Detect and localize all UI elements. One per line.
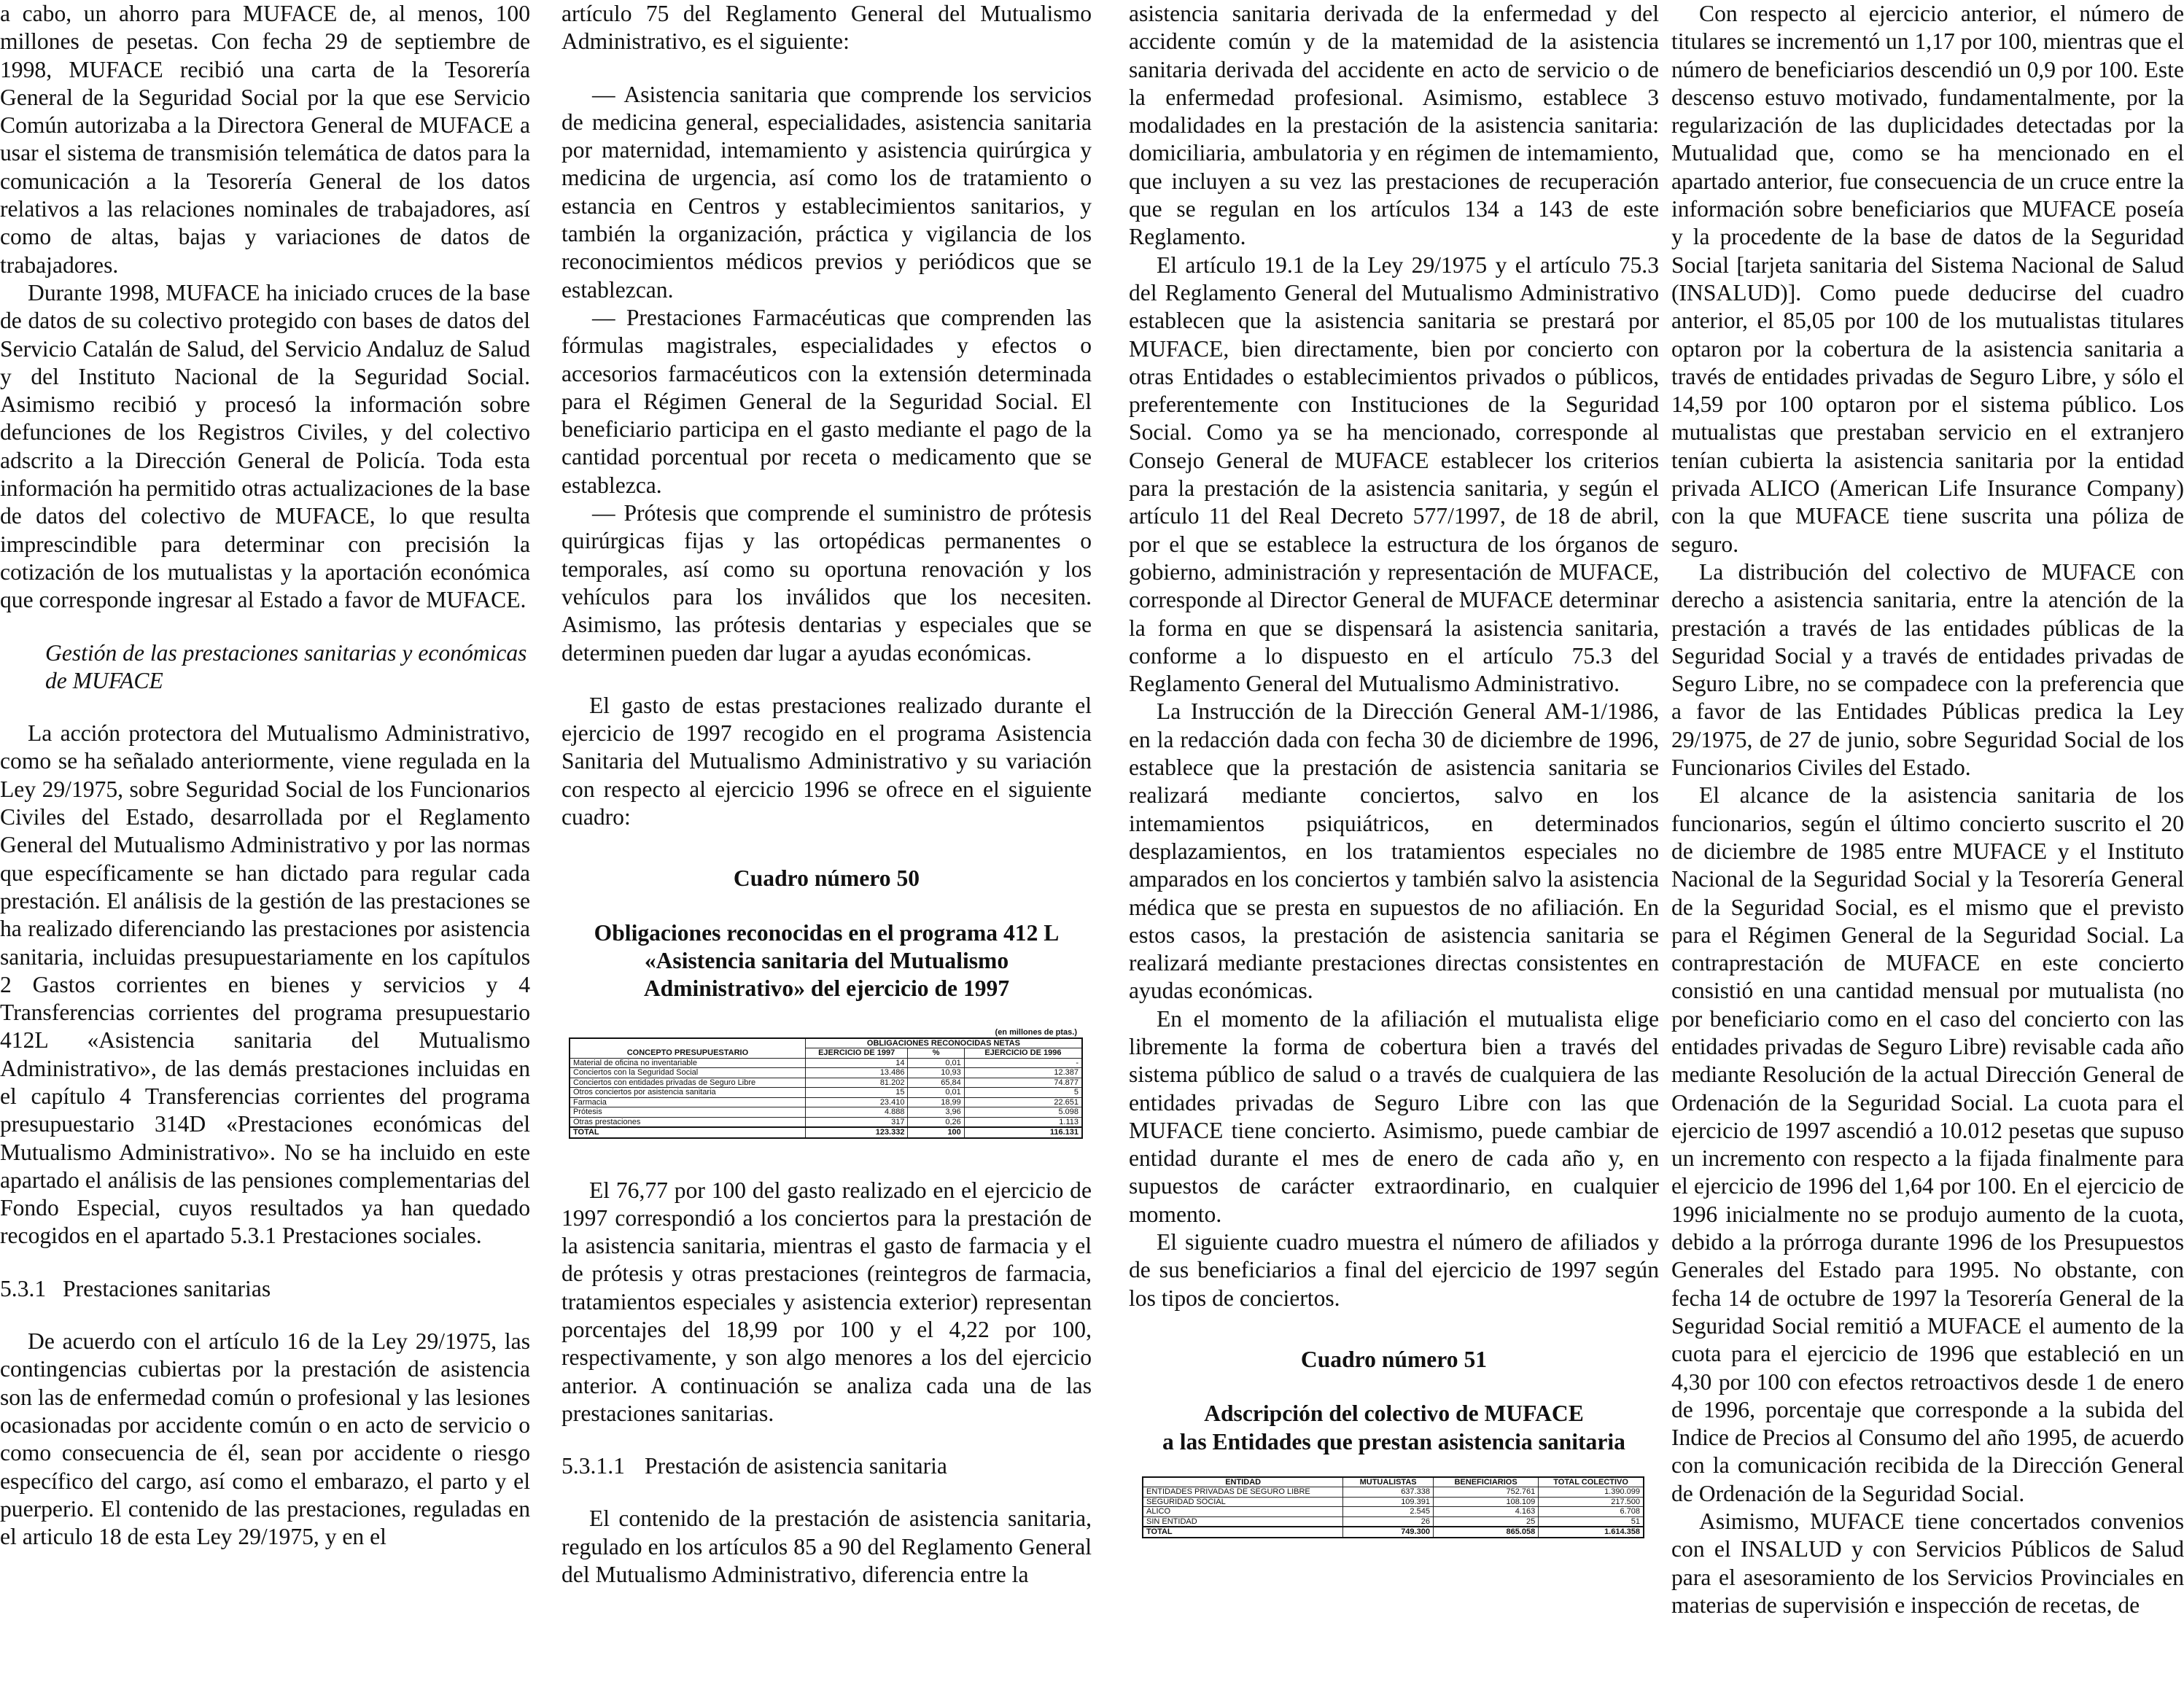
cell: 26	[1343, 1516, 1434, 1527]
table-row	[1143, 1507, 1644, 1517]
table-header: MUTUALISTAS	[1343, 1477, 1434, 1487]
section-heading-5-3-1	[0, 1275, 530, 1303]
cell: 5.098	[964, 1107, 1082, 1118]
cell: 109.391	[1343, 1497, 1434, 1507]
cell: Otros conciertos por asistencia sanitaria	[570, 1088, 805, 1098]
list-item: — Asistencia sanitaria que comprende los servicios de medicina general, especialidades, asistencia sanitaria por maternidad, intemamiento y asistencia quirúrgica y medicina de urgencia, así como los de tratamiento o estancia en Centros y establecimientos sanitarios, y también la organización, práctica y vigilancia de los reconocimientos médicos previos y periódicos que se establezcan.	[561, 81, 1092, 303]
cell: 317	[805, 1117, 908, 1127]
cell: 749.300	[1343, 1527, 1434, 1538]
table-row	[570, 1078, 1082, 1088]
paragraph: La acción protectora del Mutualismo Administrativo, como se ha señalado anteriormente, viene regulada en la Ley 29/1975, sobre Seguridad Social de los Funcionarios Civiles del Estado, desarrollada por el Reglamento General del Mutualismo Administrativo y por las normas que específicamente se han dictado para regular cada prestación. El análisis de la gestión de las prestaciones se ha realizado diferenciando las prestaciones por asistencia sanitaria, incluidas presupuestariamente en los capítulos 2 Gastos corrientes en bienes y servicios y 4 Transferencias corrientes del programa presupuestario 412L «Asistencia sanitaria del Mutualismo Administrativo», de las demás prestaciones incluidas en el capítulo 4 Transferencias corrientes del programa presupuestario 314D «Prestaciones económicas del Mutualismo Administrativo». No se ha incluido en este apartado el análisis de las pensiones complementarias del Fondo Especial, cuyos resultados ya han quedado recogidos en el apartado 5.3.1 Prestaciones sociales.	[0, 720, 530, 1249]
cell: SEGURIDAD SOCIAL	[1143, 1497, 1343, 1507]
paragraph: La distribución del colectivo de MUFACE con derecho a asistencia sanitaria, entre la atención de la prestación a través de las entidades públicas de la Seguridad Social y a través de entidades privadas de Seguro Libre, no se compadece con la preferencia que a favor de las Entidades Públicas predica la Ley 29/1975, de 27 de junio, sobre Seguridad Social de los Funcionarios Civiles del Estado.	[1671, 558, 2184, 781]
section-heading-5-3-1-1	[561, 1452, 1092, 1480]
section-number	[0, 639, 45, 667]
section-title: Prestaciones sanitarias	[63, 1275, 271, 1301]
cell: 6.708	[1539, 1507, 1644, 1517]
cell: 4.163	[1433, 1507, 1538, 1517]
list-item: — Prótesis que comprende el suministro de prótesis quirúrgicas fijas y las ortopédicas permanentes o temporales, así como su oportuna renovación y los vehículos para los inválidos que los necesiten. Asimismo, las prótesis dentarias y especiales que se determinen pueden dar lugar a ayudas económicas.	[561, 500, 1092, 666]
table-header: EJERCICIO DE 1996	[964, 1048, 1082, 1059]
paragraph: artículo 75 del Reglamento General del Mutualismo Administrativo, es el siguiente:	[561, 1, 1092, 55]
table-header: CONCEPTO PRESUPUESTARIO	[570, 1038, 805, 1059]
cell: 14	[805, 1058, 908, 1068]
table-row	[1143, 1497, 1644, 1507]
paragraph: La Instrucción de la Dirección General AM-1/1986, en la redacción dada con fecha 30 de diciembre de 1996, establece que la prestación de asistencia sanitaria se realizará mediante conciertos, salvo en los intemamientos psiquiátricos, en determinados desplazamientos, en los tratamientos especiales no amparados en los conciertos y también salvo la asistencia médica que se presta en supuestos de no afiliación. En estos casos, la prestación de asistencia sanitaria se realizará mediante prestaciones directas consistentes en ayudas económicas.	[1129, 698, 1659, 1004]
cell: 0,01	[908, 1058, 964, 1068]
table-header: EJERCICIO DE 1997	[805, 1048, 908, 1059]
table-51-wrapper	[1129, 1476, 1659, 1538]
paragraph: El artículo 19.1 de la Ley 29/1975 y el artículo 75.3 del Reglamento General del Mutualismo Administrativo establecen que la asistencia sanitaria se prestará por MUFACE, bien directamente, bien por concierto con otras Entidades o establecimientos privados o públicos, preferentemente con Instituciones de la Seguridad Social. Como ya se ha mencionado, corresponde al Consejo General de MUFACE establecer los criterios para la prestación de la asistencia sanitaria, y según el artículo 11 del Real Decreto 577/1997, de 18 de abril, por el que se establece la estructura de los órganos de gobierno, administración y representación de MUFACE, corresponde al Director General de MUFACE determinar la forma en que se dispensará la asistencia sanitaria, conforme a lo dispuesto en el artículo 75.3 del Reglamento General del Mutualismo Administrativo.	[1129, 252, 1659, 697]
cell: 1.390.099	[1539, 1487, 1644, 1498]
cell: 0,26	[908, 1117, 964, 1127]
cell: 51	[1539, 1516, 1644, 1527]
cell: 1.113	[964, 1117, 1082, 1127]
cell: 865.058	[1433, 1527, 1538, 1538]
cell: 0,01	[908, 1088, 964, 1098]
cell: 81.202	[805, 1078, 908, 1088]
cell: 4.888	[805, 1107, 908, 1118]
cell: SIN ENTIDAD	[1143, 1516, 1343, 1527]
table-row	[570, 1068, 1082, 1078]
paragraph: De acuerdo con el artículo 16 de la Ley 29/1975, las contingencias cubiertas por la prestación de asistencia son las de enfermedad común o profesional y las lesiones ocasionadas por accidente común o en acto de servicio o como consecuencia de él, sean por accidente o riesgo específico del cargo, así como el embarazo, el parto y el puerperio. El contenido de las prestaciones, reguladas en el articulo 18 de esta Ley 29/1975, y en el	[0, 1328, 530, 1550]
table-title	[1129, 1400, 1659, 1456]
table-header-group: OBLIGACIONES RECONOCIDAS NETAS	[805, 1038, 1082, 1048]
table-number: Cuadro número 50	[733, 865, 920, 892]
cell: 74.877	[964, 1078, 1082, 1088]
table-title-line: Adscripción del colectivo de MUFACE	[1204, 1401, 1584, 1427]
cell: Prótesis	[570, 1107, 805, 1118]
table-row	[570, 1058, 1082, 1068]
table-50	[569, 1037, 1083, 1139]
paragraph: El contenido de la prestación de asistencia sanitaria, regulado en los artículos 85 a 90 del Reglamento General del Mutualismo Administrativo, diferencia entre la	[561, 1506, 1092, 1588]
cell: Conciertos con la Seguridad Social	[570, 1068, 805, 1078]
cell: 12.387	[964, 1068, 1082, 1078]
cell: 108.109	[1433, 1497, 1538, 1507]
cell: 22.651	[964, 1097, 1082, 1107]
cell: 18,99	[908, 1097, 964, 1107]
list-item: — Prestaciones Farmacéuticas que comprenden las fórmulas magistrales, especialidades y efectos o accesorios farmacéuticos con la extensión determinada para el Régimen General de la Seguridad Social. El beneficiario participa en el gasto mediante el pago de la cantidad porcentual por receta o medicamento que se establezca.	[561, 304, 1092, 498]
paragraph: El alcance de la asistencia sanitaria de los funcionarios, según el último concierto suscrito el 20 de diciembre de 1985 entre MUFACE y el Instituto Nacional de la Seguridad Social y la Tesorería General de la Seguridad Social, es el mismo que el previsto para el Régimen General de la Seguridad Social. La contraprestación de MUFACE en este concierto consistió en una cantidad mensual por mutualista (no por beneficiario como en el caso del concierto con las entidades privadas de Seguro Libre) revisable cada año mediante Resolución de la actual Dirección General de Ordenación de la Seguridad Social. La cuota para el ejercicio de 1997 ascendió a 10.012 pesetas que supuso un incremento con respecto a la fijada finalmente para el ejercicio de 1996 del 1,64 por 100. En el ejercicio de 1996 inicialmente no se produjo aumento de la cuota, debido a la prórroga durante 1996 de los Presupuestos Generales del Estado para 1995. No obstante, con fecha 14 de octubre de 1997 la Tesorería General de la Seguridad Social remitió a MUFACE el aumento de la cuota para el ejercicio de 1996 que estableció en un 4,30 por 100 con efectos retroactivos desde 1 de enero de 1996, porcentaje que corresponde a la subida del Indice de Precios al Consumo del año 1995, de acuerdo con la comunicación recibida de la Dirección General de Ordenación de la Seguridad Social.	[1671, 782, 2184, 1506]
cell: 15	[805, 1088, 908, 1098]
cell: 123.332	[805, 1127, 908, 1138]
section-number: 5.3.1.1	[561, 1453, 625, 1479]
cell: Farmacia	[570, 1097, 805, 1107]
table-row	[1143, 1516, 1644, 1527]
cell: ENTIDADES PRIVADAS DE SEGURO LIBRE	[1143, 1487, 1343, 1498]
cell: 13.486	[805, 1068, 908, 1078]
cell: 752.761	[1433, 1487, 1538, 1498]
cell: 1.614.358	[1539, 1527, 1644, 1538]
column-1	[0, 0, 530, 1690]
section-heading-5-3	[0, 639, 530, 696]
section-title: Prestación de asistencia sanitaria	[645, 1453, 947, 1479]
cell: Otras prestaciones	[570, 1117, 805, 1127]
cell: ALICO	[1143, 1507, 1343, 1517]
table-title-line: a las Entidades que prestan asistencia sanitaria	[1162, 1428, 1625, 1455]
paragraph: El gasto de estas prestaciones realizado durante el ejercicio de 1997 recogido en el programa Asistencia Sanitaria del Mutualismo Administrativo y su variación con respecto al ejercicio 1996 se ofrece en el siguiente cuadro:	[561, 692, 1092, 830]
table-title: Obligaciones reconocidas en el programa 412 L «Asistencia sanitaria del Mutualismo Administrativo» del ejercicio de 1997	[594, 919, 1060, 1002]
cell: Material de oficina no inventariable	[570, 1058, 805, 1068]
table-header: ENTIDAD	[1143, 1477, 1343, 1487]
cell: TOTAL	[1143, 1527, 1343, 1538]
cell: 116.131	[964, 1127, 1082, 1138]
cell: 217.500	[1539, 1497, 1644, 1507]
section-number: 5.3.1	[0, 1275, 47, 1301]
cell: 65,84	[908, 1078, 964, 1088]
table-total-row	[570, 1127, 1082, 1138]
paragraph: Durante 1998, MUFACE ha iniciado cruces de la base de datos de su colectivo protegido con bases de datos del Servicio Catalán de Salud, del Servicio Andaluz de Salud y del Instituto Nacional de la Seguridad Social. Asimismo recibió y procesó la información sobre defunciones de los Registros Civiles, y del colectivo adscrito a la Dirección General de Policía. Toda esta información ha permitido otras actualizaciones de la base de datos del colectivo de MUFACE, lo que resulta imprescindible para determinar con precisión la cotización de los mutualistas y la aportación económica que corresponde ingresar al Estado a favor de MUFACE.	[0, 279, 530, 613]
table-row	[570, 1088, 1082, 1098]
paragraph: El 76,77 por 100 del gasto realizado en el ejercicio de 1997 correspondió a los conciertos para la prestación de la asistencia sanitaria, mientras el gasto de farmacia y el de prótesis y otras prestaciones (reintegros de farmacia, tratamientos especiales y asistencia exterior) representan porcentajes del 18,99 por 100 y el 4,22 por 100, respectivamente, y son algo menores a los del ejercicio anterior. A continuación se analiza cada una de las prestaciones sanitarias.	[561, 1177, 1092, 1426]
table-row	[570, 1117, 1082, 1127]
table-units: (en millones de ptas.)	[995, 1027, 1077, 1037]
paragraph: asistencia sanitaria derivada de la enfermedad y del accidente común y de la matemidad de la asistencia sanitaria derivada del accidente en acto de servicio o de la enfermedad profesional. Asimismo, establece 3 modalidades en la prestación de la asistencia sanitaria: domiciliaria, ambulatoria y en régimen de intemamiento, que incluyen a su vez las prestaciones de recuperación que se regulan en los artículos 134 a 143 de este Reglamento.	[1129, 1, 1659, 250]
table-row	[570, 1097, 1082, 1107]
cell: -	[964, 1058, 1082, 1068]
paragraph: En el momento de la afiliación el mutualista elige libremente la forma de cobertura bien a través del sistema público de salud o a través de cualquiera de las entidades privadas de Seguro Libre con las que MUFACE tiene concierto. Asimismo, puede cambiar de entidad durante el mes de enero de cada año y, en supuestos de carácter extraordinario, en cualquier momento.	[1129, 1005, 1659, 1227]
cell: TOTAL	[570, 1127, 805, 1138]
table-header: TOTAL COLECTIVO	[1539, 1477, 1644, 1487]
section-title: Gestión de las prestaciones sanitarias y económicas de MUFACE	[45, 639, 527, 693]
table-50-wrapper	[561, 1028, 1092, 1139]
table-51	[1142, 1476, 1644, 1538]
paragraph: a cabo, un ahorro para MUFACE de, al menos, 100 millones de pesetas. Con fecha 29 de septiembre de 1998, MUFACE recibió una carta de la Tesorería General de la Seguridad Social por la que ese Servicio Común autorizaba a la Directora General de MUFACE a usar el sistema de transmisión telemática de datos para la comunicación a la Tesorería General de los datos relativos a las relaciones nominales de trabajadores, así como de altas, bajas y variaciones de datos de trabajadores.	[0, 1, 530, 278]
paragraph: El siguiente cuadro muestra el número de afiliados y de sus beneficiarios a final del ejercicio de 1997 según los tipos de conciertos.	[1129, 1229, 1659, 1311]
cell: 2.545	[1343, 1507, 1434, 1517]
cell: 5	[964, 1088, 1082, 1098]
paragraph: Con respecto al ejercicio anterior, el número de titulares se incrementó un 1,17 por 100, mientras que el número de beneficiarios descendió un 0,9 por 100. Este descenso estuvo motivado, fundamentalmente, por la regularización de las duplicidades detectadas por la Mutualidad que, como se ha mencionado en el apartado anterior, fue consecuencia de un cruce entre la información sobre beneficiarios que MUFACE poseía y la procedente de la base de datos de la Seguridad Social [tarjeta sanitaria del Sistema Nacional de Salud (INSALUD)]. Como puede deducirse del cuadro anterior, el 85,05 por 100 de los mutualistas titulares optaron por la cobertura de la asistencia sanitaria a través de entidades privadas de Seguro Libre, y sólo el 14,59 por 100 optaron por el sistema público. Los mutualistas que prestaban servicio en el extranjero tenían cubierta la asistencia sanitaria por la entidad privada ALICO (American Life Insurance Company) con la que MUFACE tiene suscrita una póliza de seguro.	[1671, 1, 2184, 557]
column-2	[561, 0, 1092, 1690]
cell: 100	[908, 1127, 964, 1138]
table-header: BENEFICIARIOS	[1433, 1477, 1538, 1487]
table-number: Cuadro número 51	[1300, 1346, 1488, 1372]
cell: 3,96	[908, 1107, 964, 1118]
cell: 23.410	[805, 1097, 908, 1107]
paragraph: Asimismo, MUFACE tiene concertados convenios con el INSALUD y con Servicios Públicos de Salud para el asesoramiento de los Servicios Provinciales en materias de supervisión e inspección de recetas, de	[1671, 1508, 2184, 1618]
cell: 637.338	[1343, 1487, 1434, 1498]
table-row	[1143, 1487, 1644, 1498]
cell: Conciertos con entidades privadas de Seguro Libre	[570, 1078, 805, 1088]
column-3	[1129, 0, 1659, 1690]
table-header: %	[908, 1048, 964, 1059]
table-row	[570, 1107, 1082, 1118]
column-4	[1671, 0, 2184, 1690]
cell: 10,93	[908, 1068, 964, 1078]
table-total-row	[1143, 1527, 1644, 1538]
cell: 25	[1433, 1516, 1538, 1527]
